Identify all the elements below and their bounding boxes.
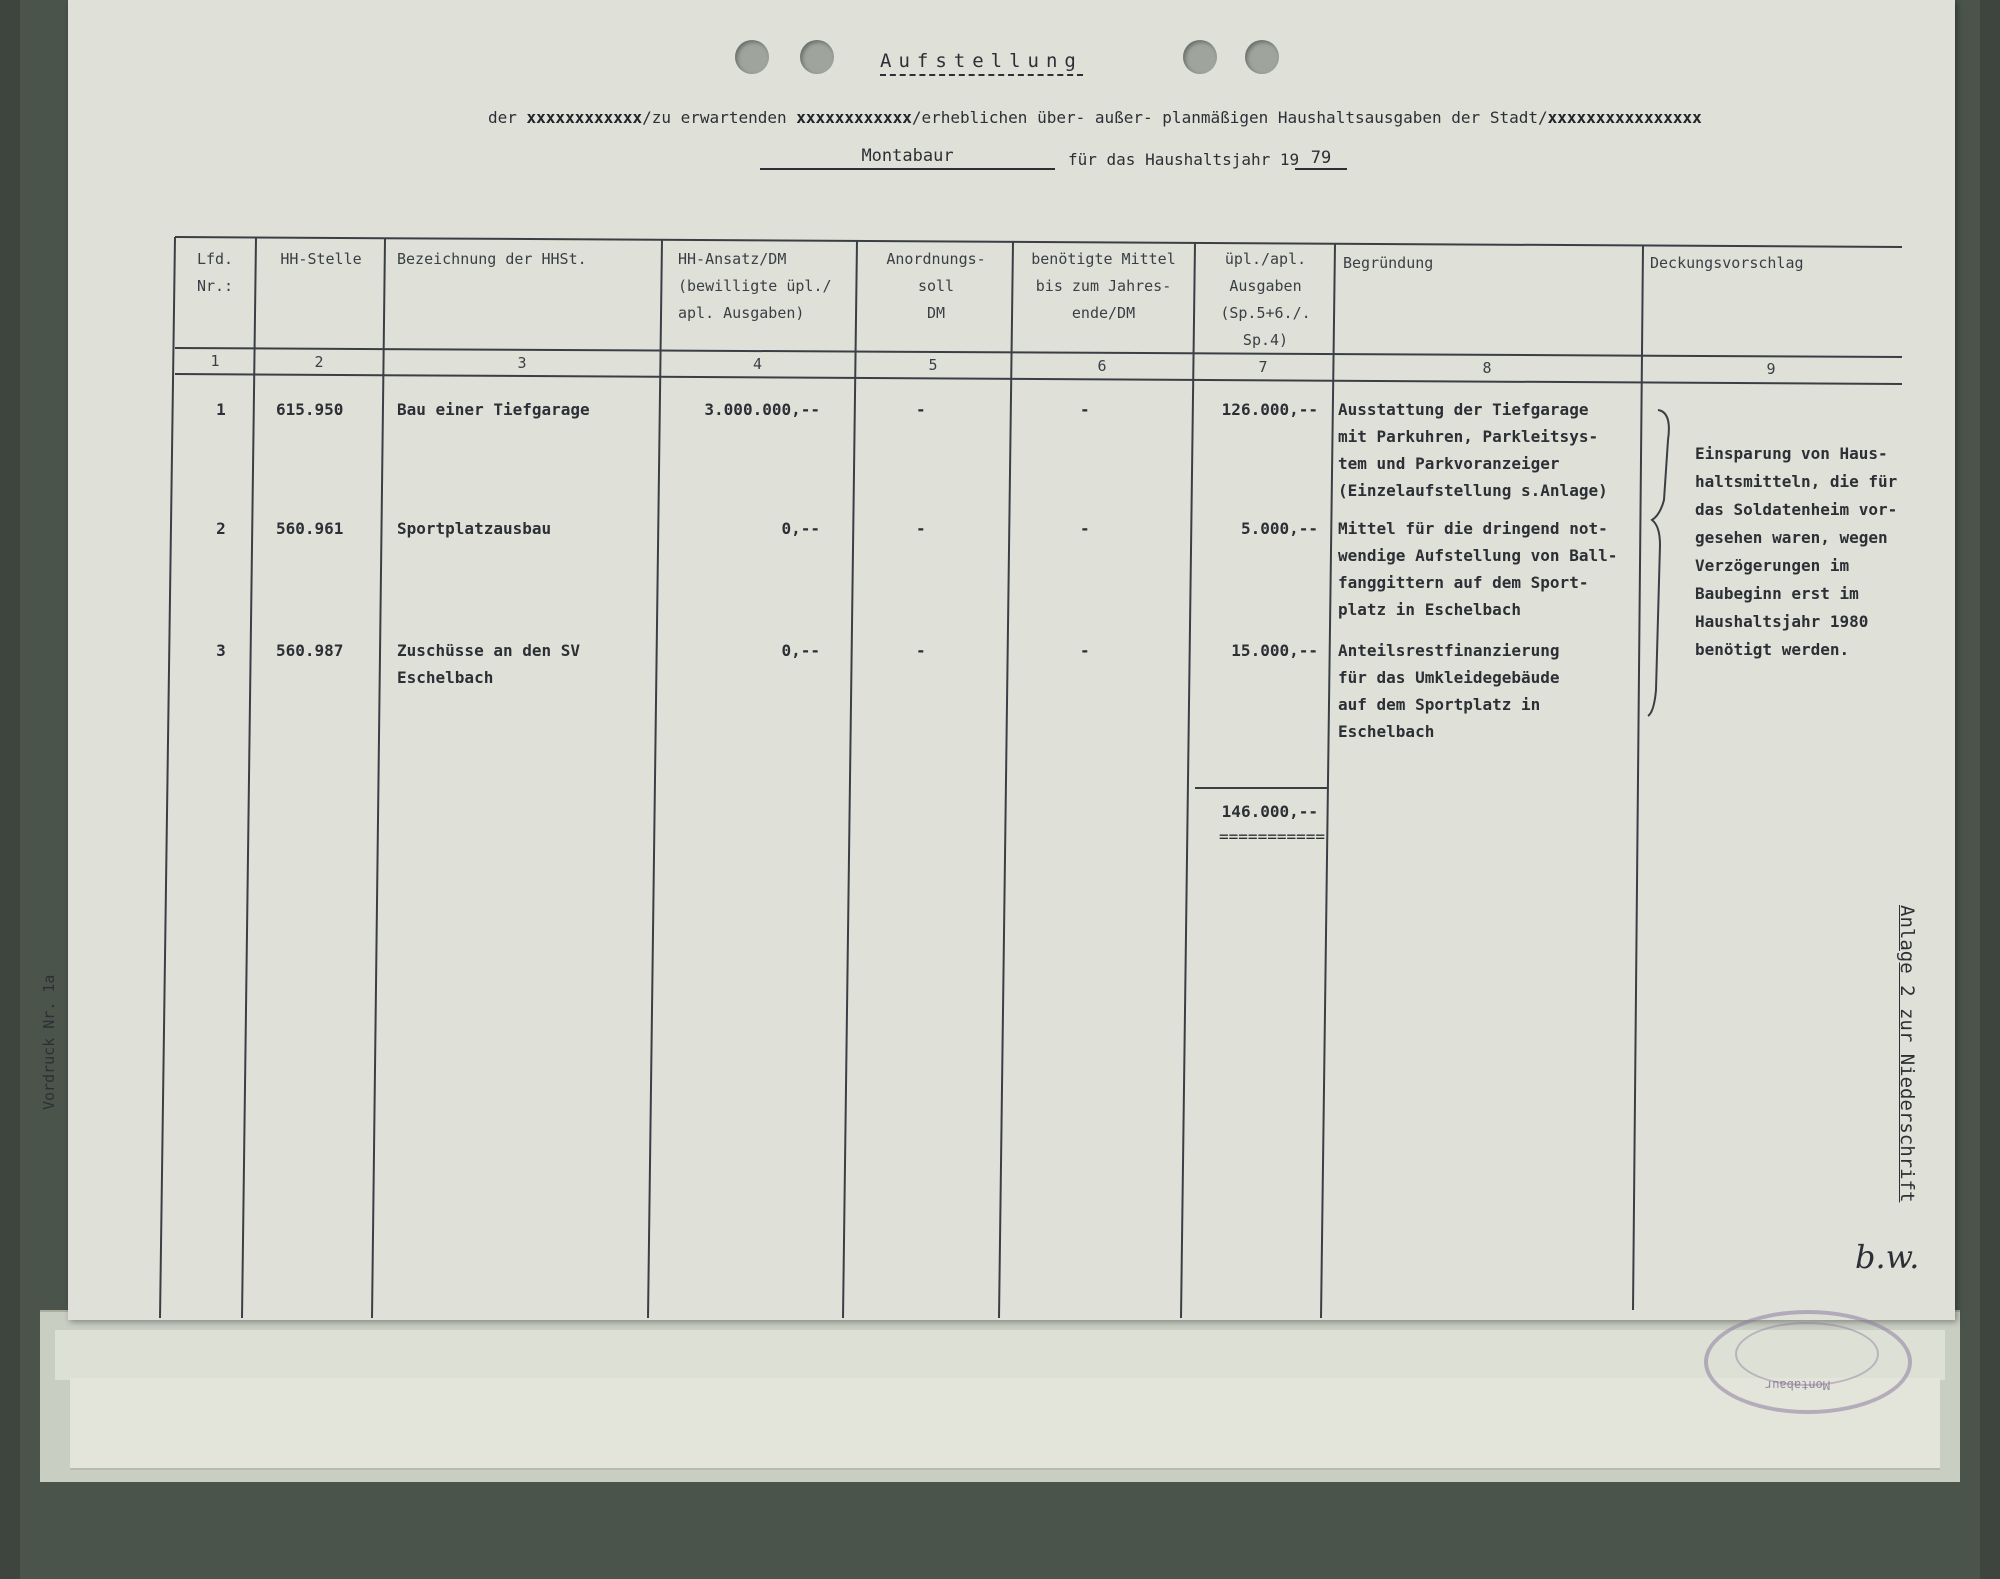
anordnungssoll: - [916,400,926,419]
column-header-4: apl. Ausgaben) [678,304,805,322]
begruendung: tem und Parkvoranzeiger [1338,454,1560,473]
column-number-3: 3 [517,354,527,372]
begruendung: Ausstattung der Tiefgarage [1338,400,1589,419]
hh-ansatz: 0,-- [781,519,820,538]
handwritten-note: b.w. [1855,1238,1920,1276]
struck-out-text: xxxxxxxxxxxxxxxx [1547,108,1702,127]
begruendung: (Einzelaufstellung s.Anlage) [1338,481,1608,500]
annex-label-text: Anlage 2 zur Niederschrift [1896,905,1918,1203]
begruendung: Anteilsrestfinanzierung [1338,641,1560,660]
column-number-2: 2 [314,353,324,371]
column-number-4: 4 [752,355,763,373]
column-header-7: Sp.4) [1242,331,1289,349]
begruendung: wendige Aufstellung von Ball- [1338,546,1618,565]
coverage-proposal-line: haltsmitteln, die für [1695,472,1898,491]
total-double-rule: =========== [1219,827,1325,846]
official-stamp-inner [1735,1322,1879,1386]
struck-out-text: xxxxxxxxxxxx [526,108,643,127]
hh-stelle: 560.987 [276,641,344,660]
row-number: 2 [216,519,226,538]
document-subtitle [488,108,1702,127]
coverage-proposal-line: das Soldatenheim vor- [1695,500,1898,519]
column-header-2: HH-Stelle [280,250,362,268]
hh-stelle: 615.950 [276,400,344,419]
column-header-7: (Sp.5+6./. [1220,304,1311,322]
hh-ansatz: 0,-- [781,641,820,660]
punch-hole [1183,40,1217,74]
column-number-7: 7 [1258,358,1268,376]
begruendung: mit Parkuhren, Parkleitsys- [1338,427,1599,446]
column-header-5: soll [917,277,955,295]
benoetigte-mittel: - [1080,519,1090,538]
city-name: Montabaur [760,146,1055,170]
benoetigte-mittel: - [1080,400,1090,419]
column-header-8: Begründung [1343,254,1434,272]
anordnungssoll: - [916,641,926,660]
fiscal-year-label: für das Haushaltsjahr 19 [1068,150,1300,169]
punch-hole [735,40,769,74]
begruendung: für das Umkleidegebäude [1338,668,1560,687]
row-description: Bau einer Tiefgarage [397,400,590,419]
subtitle-text: /erheblichen über- außer- planmäßigen Haushaltsausgaben der Stadt/ [911,108,1548,127]
column-header-1: Lfd. [196,250,234,268]
annex-label [1896,905,1918,1202]
stamp-text: Montabaur [1765,1378,1831,1392]
begruendung: fanggittern auf dem Sport- [1338,573,1589,592]
fiscal-year: 79 [1295,148,1347,170]
upl-apl-ausgaben: 15.000,-- [1231,641,1318,660]
punch-hole [800,40,834,74]
column-header-6: bis zum Jahres- [1035,277,1172,295]
column-number-5: 5 [928,356,938,374]
paper-strip [55,1330,1945,1380]
row-description: Zuschüsse an den SV [397,641,581,660]
column-number-8: 8 [1482,359,1492,377]
begruendung: platz in Eschelbach [1338,600,1522,619]
total-amount: 146.000,-- [1221,802,1318,821]
coverage-proposal-line: Haushaltsjahr 1980 [1695,612,1869,631]
column-header-9: Deckungsvorschlag [1650,254,1804,272]
begruendung: Eschelbach [1338,722,1435,741]
hh-ansatz: 3.000.000,-- [704,400,820,419]
coverage-proposal-line: Verzögerungen im [1695,556,1850,575]
anordnungssoll: - [916,519,926,538]
row-description: Sportplatzausbau [397,519,552,538]
coverage-proposal [1695,440,1897,664]
coverage-proposal-line: Baubeginn erst im [1695,584,1859,603]
form-number: Vordruck Nr. 1a [40,974,58,1110]
column-number-6: 6 [1097,357,1107,375]
column-header-6: ende/DM [1071,304,1136,322]
punch-hole [1245,40,1279,74]
column-header-3: Bezeichnung der HHSt. [397,250,587,268]
column-number-9: 9 [1766,360,1776,378]
column-header-4: (bewilligte üpl./ [678,277,832,295]
column-header-1: Nr.: [196,277,234,295]
paper-strip-torn [70,1378,1940,1470]
row-number: 1 [216,400,226,419]
coverage-proposal-line: benötigt werden. [1695,640,1850,659]
coverage-proposal-line: gesehen waren, wegen [1695,528,1888,547]
subtitle-text: /zu erwartenden [642,108,797,127]
column-header-4: HH-Ansatz/DM [678,250,787,268]
column-header-7: Ausgaben [1229,277,1302,295]
hh-stelle: 560.961 [276,519,344,538]
upl-apl-ausgaben: 126.000,-- [1221,400,1318,419]
struck-out-text: xxxxxxxxxxxx [796,108,912,127]
begruendung: auf dem Sportplatz in [1338,695,1541,714]
column-header-7: üpl./apl. [1224,250,1307,268]
benoetigte-mittel: - [1080,641,1090,660]
document-title: Aufstellung [880,50,1083,76]
column-header-6: benötigte Mittel [1031,250,1176,268]
coverage-proposal-line: Einsparung von Haus- [1695,444,1888,463]
column-number-1: 1 [210,352,220,370]
begruendung: Mittel für die dringend not- [1338,519,1608,538]
column-header-5: Anordnungs- [886,250,986,268]
upl-apl-ausgaben: 5.000,-- [1240,519,1318,538]
subtitle-text: der [488,108,527,127]
row-description: Eschelbach [397,668,494,687]
row-number: 3 [216,641,226,660]
column-header-5: DM [926,304,946,322]
